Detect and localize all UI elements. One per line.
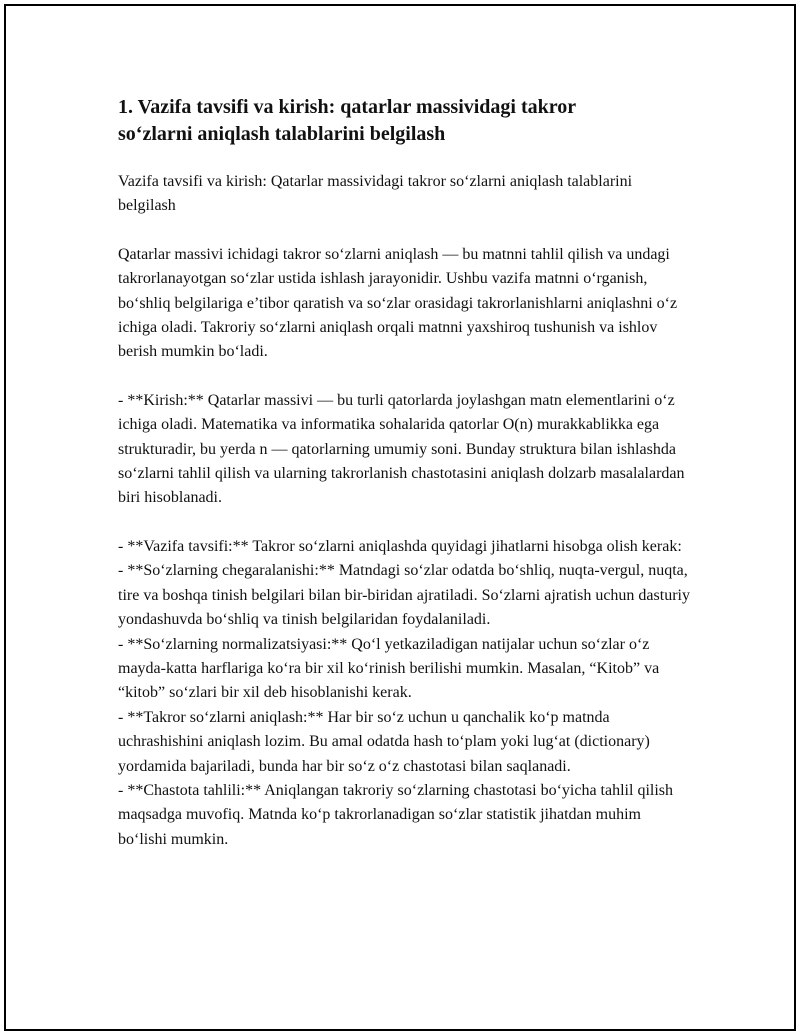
heading-line-1: 1. Vazifa tavsifi va kirish: qatarlar massividagi takror: [118, 96, 577, 118]
list-item-chastota: - **Chastota tahlili:** Aniqlangan takroriy so‘zlarning chastotasi bo‘yicha tahlil qilish maqsadga muvofiq. Matnda ko‘p takrorlanadigan so‘zlar statistik jihatdan muhim bo‘lishi mumkin.: [118, 781, 673, 848]
subtitle-paragraph: Vazifa tavsifi va kirish: Qatarlar massividagi takror so‘zlarni aniqlash talablarini belgilash: [118, 173, 633, 215]
list-item-takror: - **Takror so‘zlarni aniqlash:** Har bir so‘z uchun u qanchalik ko‘p matnda uchrashishini aniqlash lozim. Bu amal odatda hash to‘plam yoki lug‘at (dictionary) yordamida bajariladi, bunda har bir so‘z o‘z chastotasi bilan saqlanadi.: [118, 708, 650, 775]
list-item-chegaralanish: - **So‘zlarning chegaralanishi:** Matndagi so‘zlar odatda bo‘shliq, nuqta-vergul, nuqta, tire va boshqa tinish belgilari bilan bir-biridan ajratiladi. So‘zlarni ajratish uchun dasturiy yondashuvda bo‘shliq va tinish belgilaridan foydalaniladi.: [118, 562, 690, 629]
intro-paragraph: Qatarlar massivi ichidagi takror so‘zlarni aniqlash — bu matnni tahlil qilish va undagi takrorlanayotgan so‘zlar ustida ishlash jarayonidir. Ushbu vazifa matnni o‘rganish, bo‘shliq belgilariga e’tibor qaratish va so‘zlar orasidagi takrorlanishlarni aniqlashni o‘z ichiga oladi. Takroriy so‘zlarni aniqlash orqali matnni yaxshiroq tushunish va ishlov berish mumkin bo‘ladi.: [118, 245, 678, 361]
tavsif-paragraph: - **Vazifa tavsifi:** Takror so‘zlarni aniqlashda quyidagi jihatlarni hisobga olish kerak:: [118, 537, 682, 555]
kirish-paragraph: - **Kirish:** Qatarlar massivi — bu turli qatorlarda joylashgan matn elementlarini o‘z ichiga oladi. Matematika va informatika sohalarida qatorlar O(n) murakkablikka ega strukturadir, bu yerda n — qatorlarning umumiy soni. Bunday struktura bilan ishlashda so‘zlarni tahlil qilish va ularning takrorlanish chastotasini aniqlash dolzarb masalalardan biri hisoblanadi.: [118, 391, 685, 507]
paragraph-gap: [118, 511, 693, 535]
list-item-normalizatsiya: - **So‘zlarning normalizatsiyasi:** Qo‘l yetkaziladigan natijalar uchun so‘zlar o‘z mayda-katta harflariga ko‘ra bir xil ko‘rinish berilishi mumkin. Masalan, “Kitob” va “kitob” so‘zlari bir xil deb hisoblanishi kerak.: [118, 635, 660, 702]
document-body: [118, 94, 693, 852]
section-heading: [118, 94, 693, 148]
heading-line-2: so‘zlarni aniqlash talablarini belgilash: [118, 123, 446, 145]
paragraph-gap: [118, 219, 693, 243]
paragraph-gap: [118, 365, 693, 389]
